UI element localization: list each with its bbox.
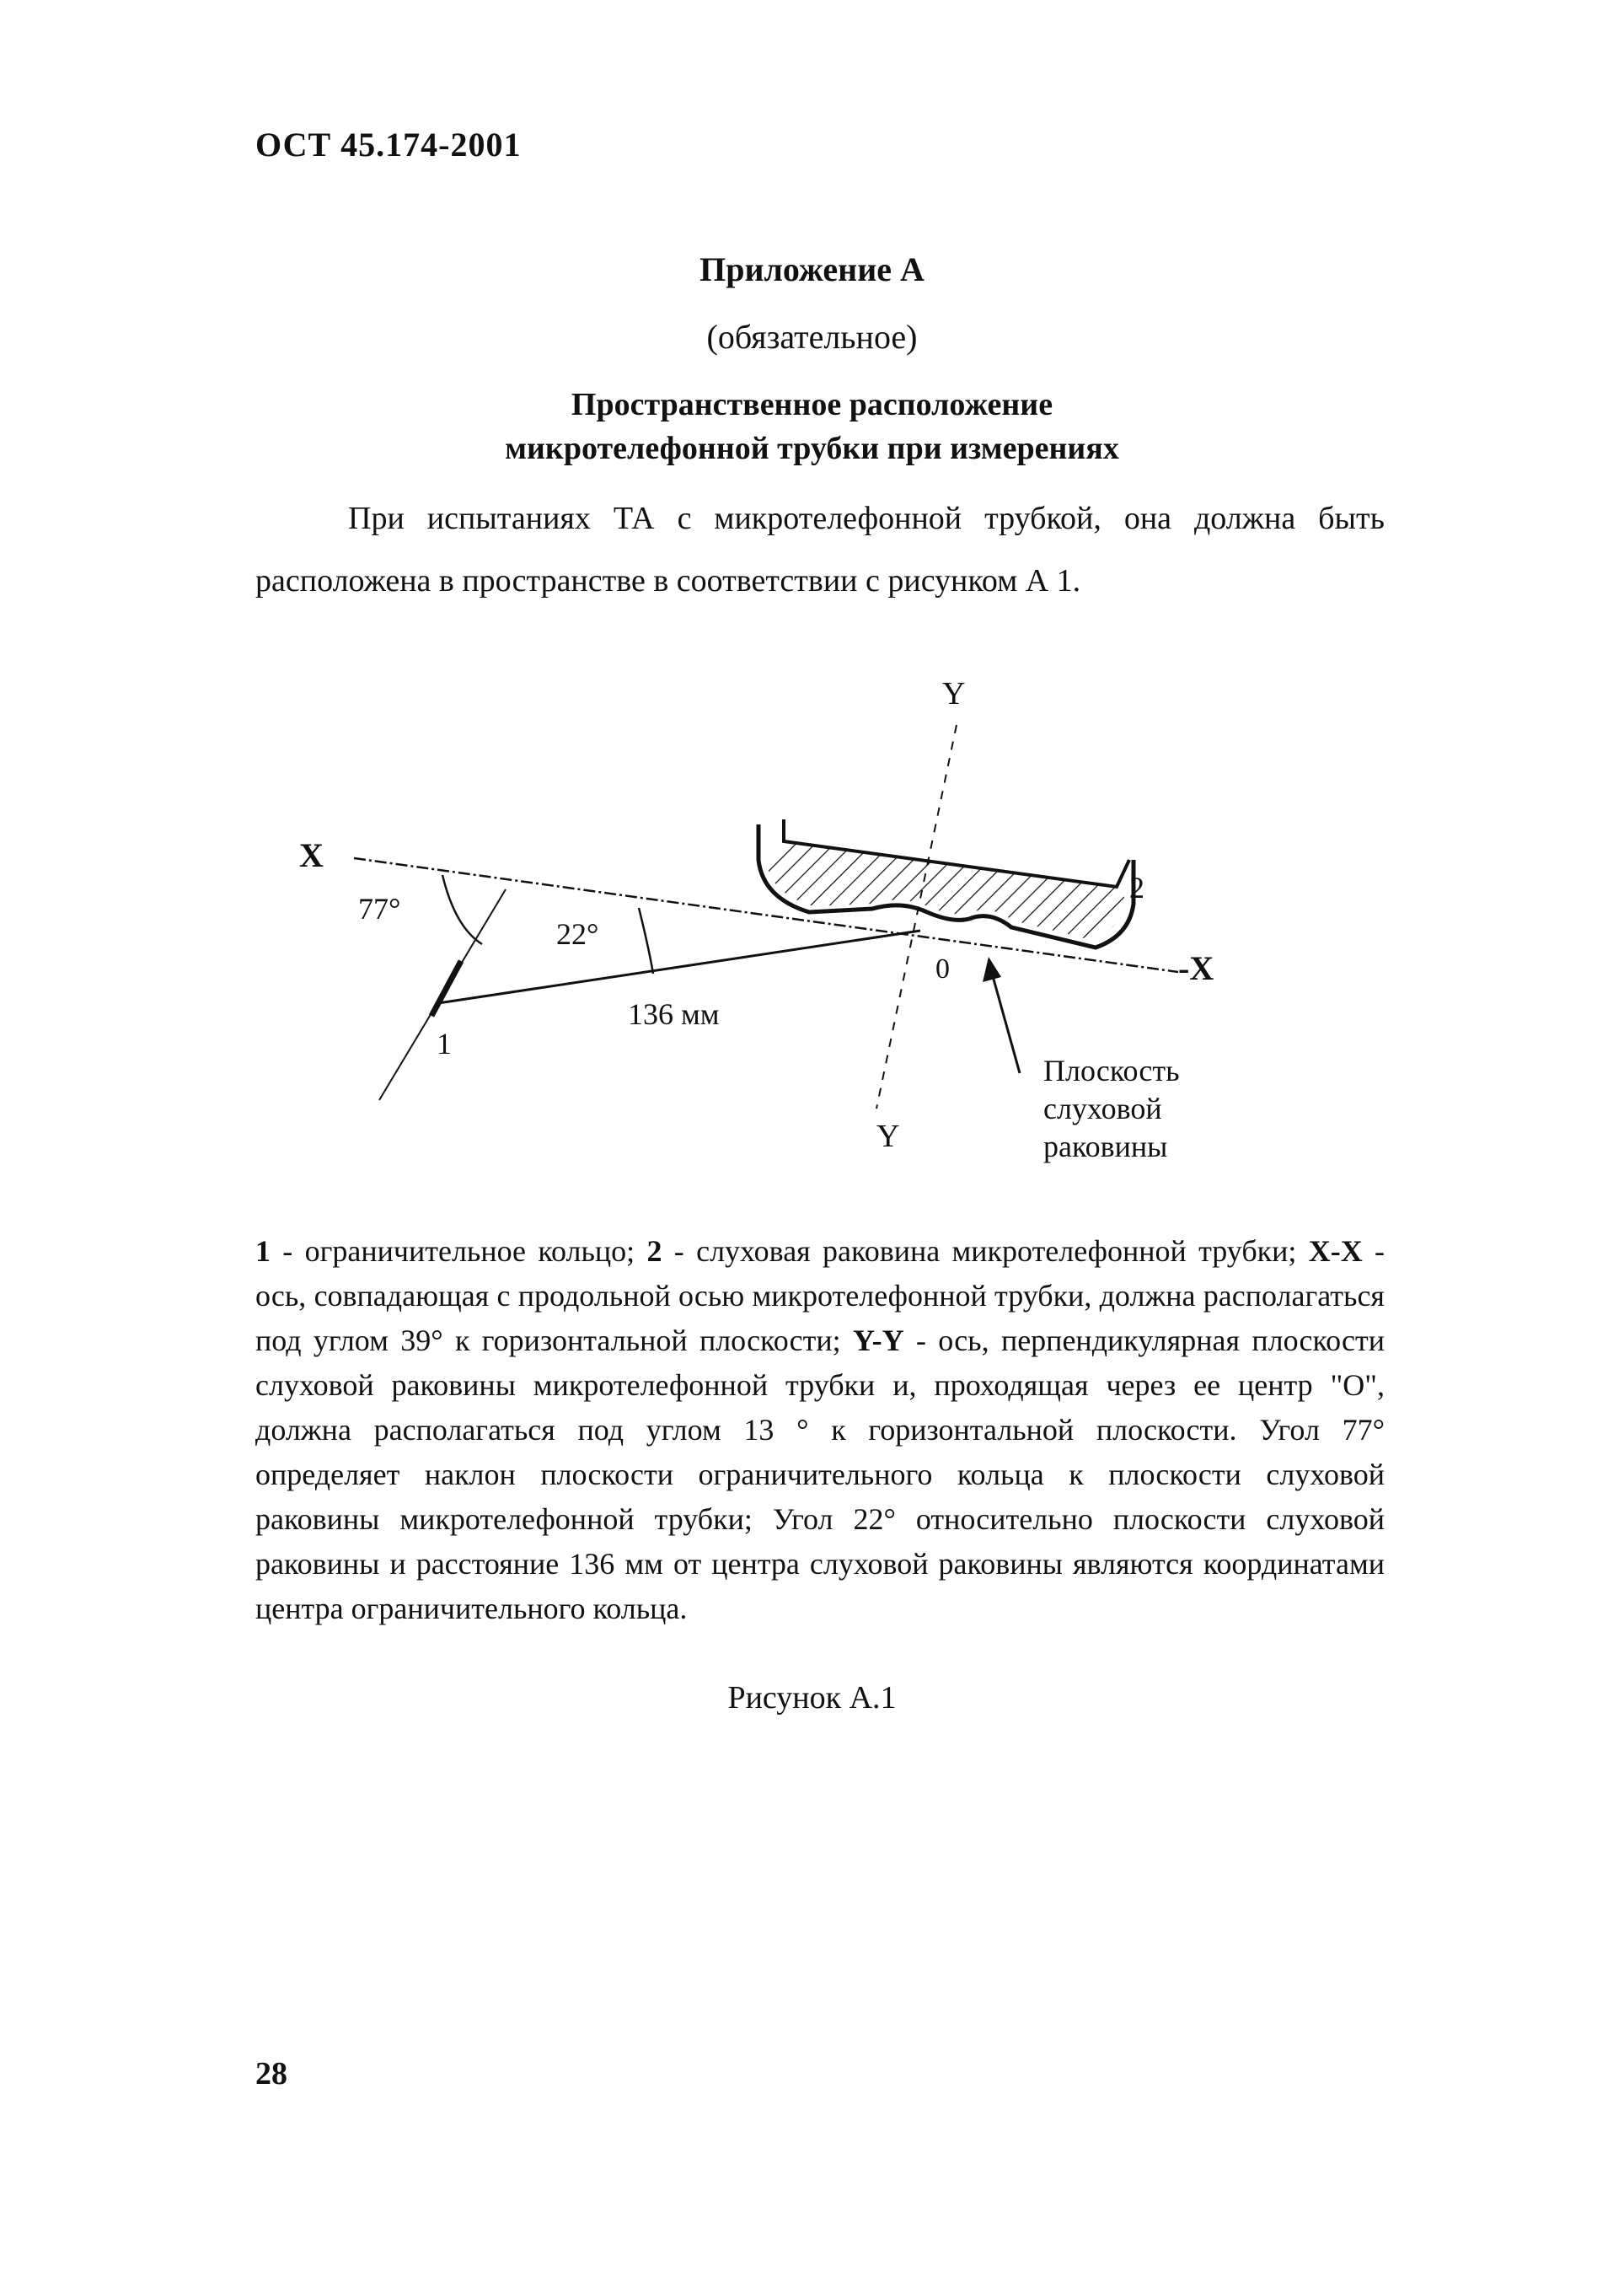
legend-yy-text: - ось, перпендикулярная плоскости слуховой раковины микротелефонной трубки и, проходящая через ее центр "О", должна располагаться под углом 13 ° к горизонтальной плоскости. Угол 77° определяет наклон плоскости ограничительного кольца к плоскости слуховой раковины микротелефонной трубки; Угол 22° относительно плоскости слуховой раковины и расстояние 136 мм от центра слуховой раковины являются координатами центра ограничительного кольца. xyxy=(255,1324,1385,1625)
angle-22-arc xyxy=(639,908,653,974)
section-title xyxy=(0,383,1624,470)
figure-legend xyxy=(255,1229,1385,1631)
ring-marker xyxy=(431,961,461,1016)
label-y-top: Y xyxy=(942,676,966,711)
legend-item-1-text: - ограничительное кольцо; xyxy=(271,1234,647,1268)
label-angle-77: 77° xyxy=(358,892,401,926)
label-angle-22: 22° xyxy=(556,917,599,951)
distance-line xyxy=(438,931,920,1003)
label-earpiece: 2 xyxy=(1129,871,1144,905)
legend-item-2-number: 2 xyxy=(646,1234,662,1268)
section-title-line-2: микротелефонной трубки при измерениях xyxy=(505,431,1119,466)
label-plane-1: Плоскость xyxy=(1043,1054,1180,1087)
plane-pointer-line xyxy=(993,976,1020,1073)
earpiece-hatch xyxy=(767,843,1125,940)
label-y-bottom: Y xyxy=(876,1119,900,1154)
intro-paragraph xyxy=(255,487,1385,612)
label-distance: 136 мм xyxy=(628,997,720,1031)
legend-item-2-text: - слуховая раковина микротелефонной трубки; xyxy=(662,1234,1309,1268)
figure-caption: Рисунок А.1 xyxy=(727,1680,897,1716)
document-code: ОСТ 45.174-2001 xyxy=(255,126,522,164)
angle-77-arc xyxy=(442,875,482,944)
label-x-left: X xyxy=(299,836,324,874)
intro-line-1: При испытаниях ТА с микротелефонной трубкой, она должна быть xyxy=(348,501,1385,536)
legend-xx-text: - ось, совпадающая с продольной осью микротелефонной трубки, должна располагаться под углом 39° к горизонтальной плоскости; xyxy=(255,1234,1385,1357)
label-ring: 1 xyxy=(437,1027,452,1060)
label-center-0: 0 xyxy=(935,953,950,985)
label-plane-2: слуховой xyxy=(1043,1092,1162,1125)
legend-item-1-number: 1 xyxy=(255,1234,271,1268)
section-title-line-1: Пространственное расположение xyxy=(571,387,1053,422)
label-plane-3: раковины xyxy=(1043,1130,1168,1163)
legend-yy-label: Y-Y xyxy=(852,1324,904,1357)
figure-a1 xyxy=(287,666,1239,1189)
appendix-status: (обязательное) xyxy=(706,318,918,356)
plane-pointer-arrowhead xyxy=(983,957,1001,982)
label-x-right: -X xyxy=(1178,949,1214,987)
page-number: 28 xyxy=(255,2056,287,2091)
legend-xx-label: Х-Х xyxy=(1308,1234,1363,1268)
intro-line-2: расположена в пространстве в соответствии с рисунком А 1. xyxy=(255,563,1081,599)
appendix-title: Приложение А xyxy=(699,250,925,288)
